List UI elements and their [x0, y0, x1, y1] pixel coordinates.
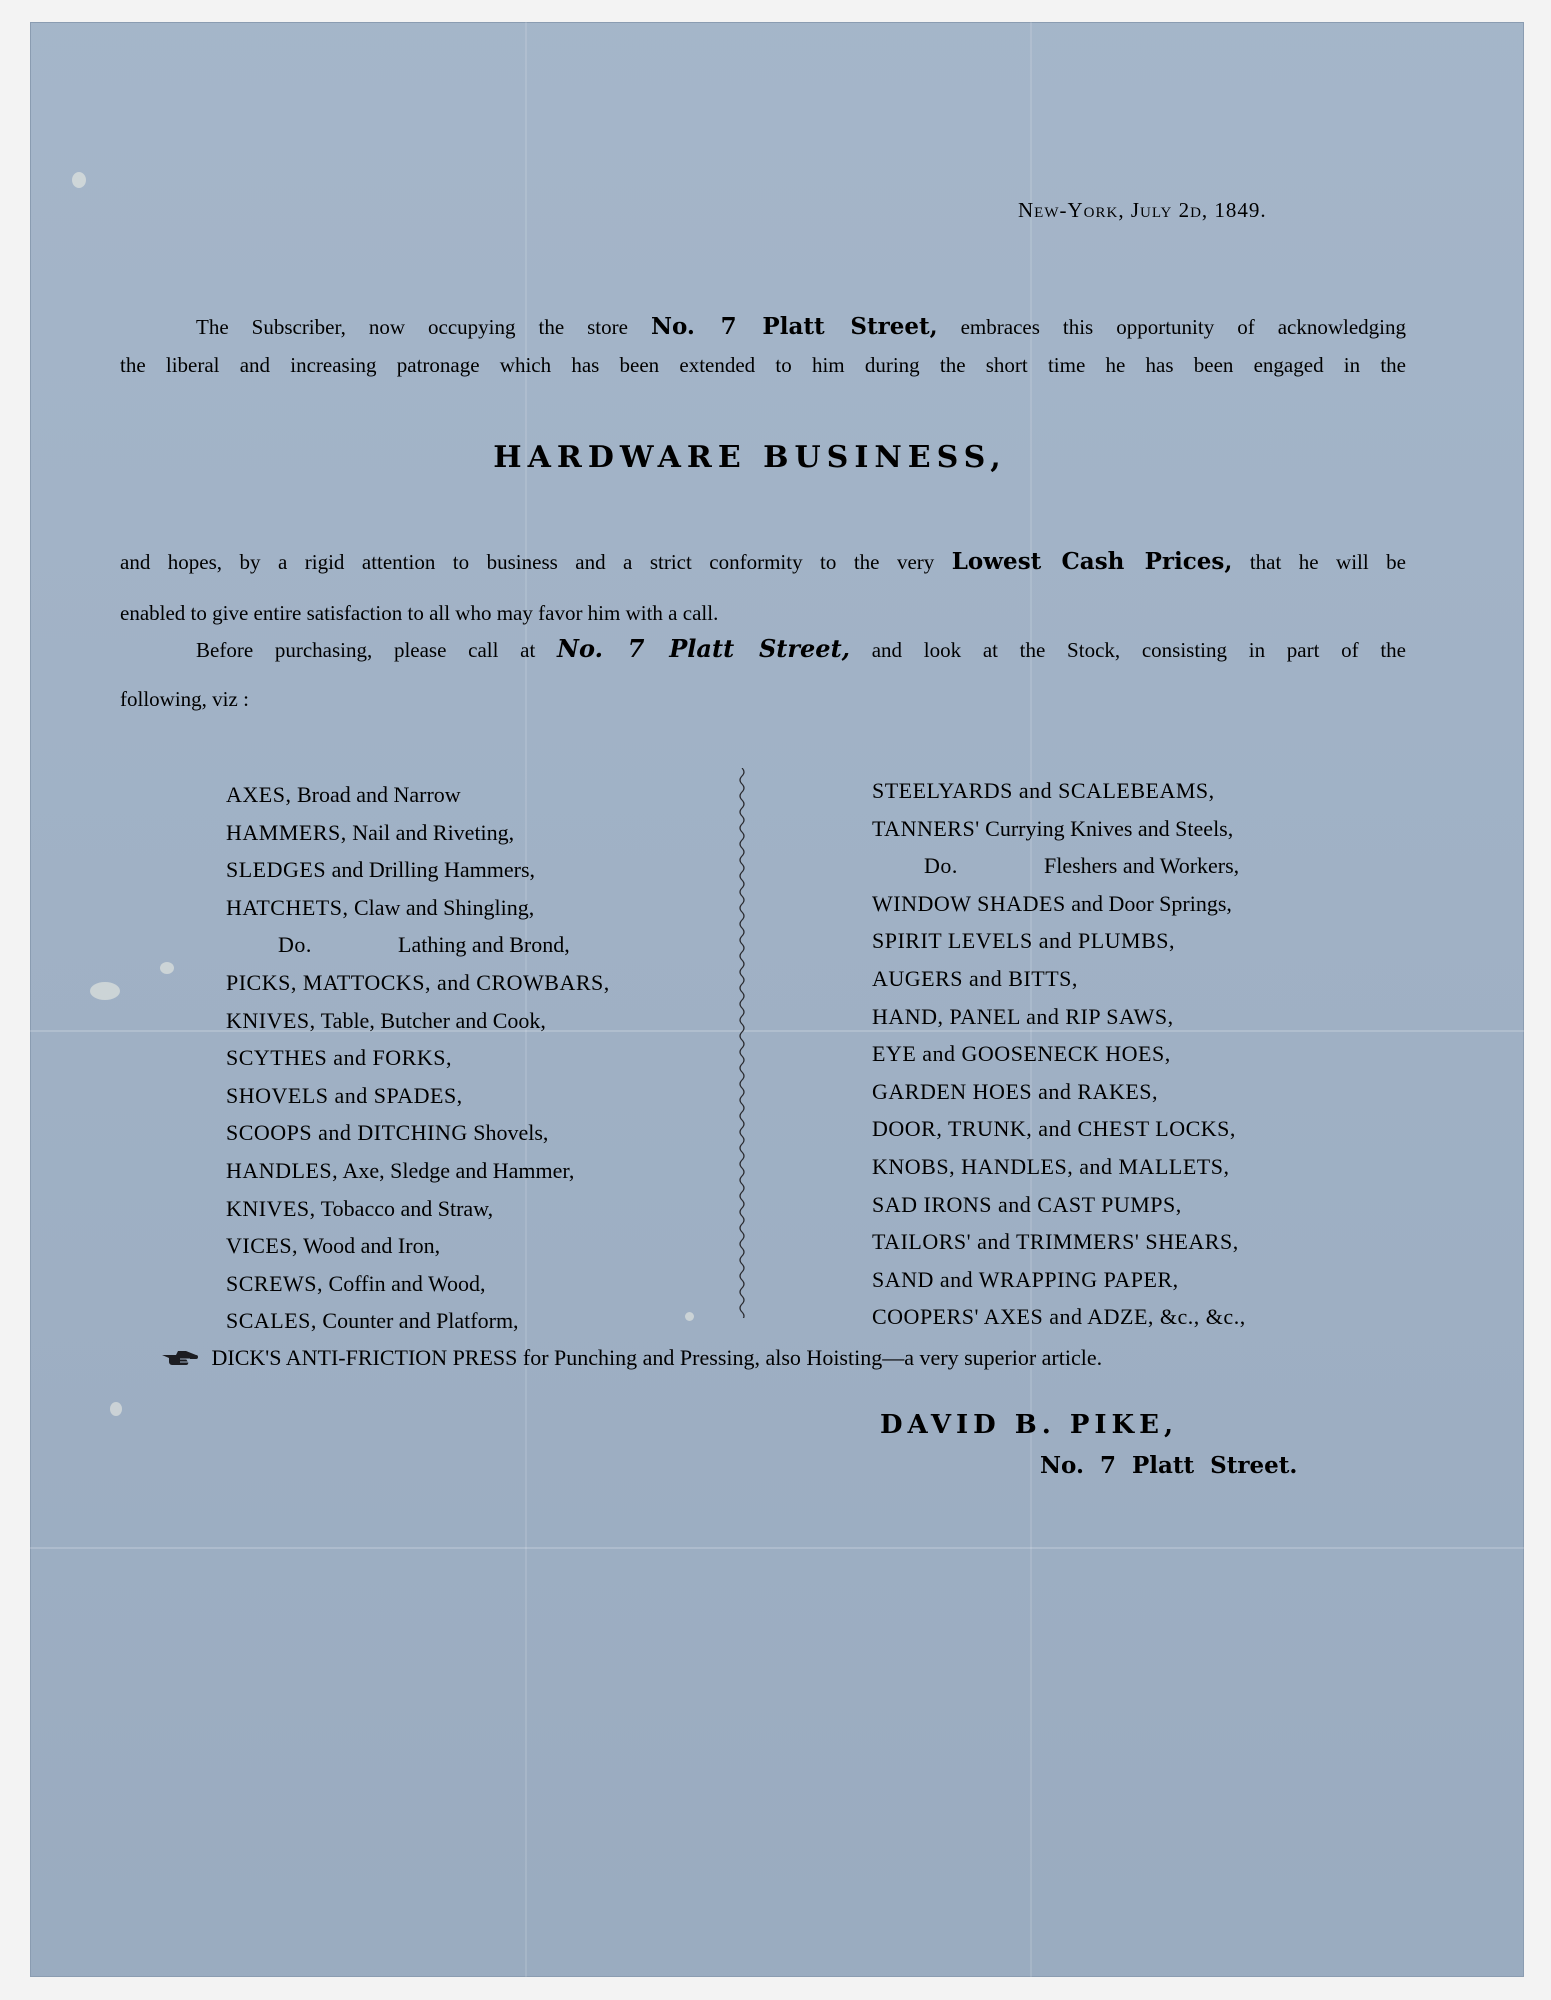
stock-item: [872, 810, 1392, 848]
stock-item: [872, 1186, 1392, 1224]
store-address-italic: No. 7 Platt Street,: [557, 634, 851, 663]
wavy-column-divider: [736, 768, 748, 1318]
stock-item-detail: Tobacco and Straw,: [315, 1195, 494, 1221]
stock-item: [872, 1073, 1392, 1111]
stock-item: [872, 1035, 1392, 1073]
stock-item-category: WINDOW SHADES: [872, 890, 1066, 916]
stock-item: [872, 1298, 1392, 1336]
stock-item-category: SCALES,: [226, 1308, 317, 1334]
store-address: No. 7 Platt Street,: [650, 313, 938, 340]
stock-item-category: EYE and GOOSENECK HOES,: [872, 1041, 1171, 1067]
hopes-line-1: [120, 545, 1406, 579]
stock-item-category: Do.: [924, 853, 958, 879]
stock-item: [872, 847, 1392, 885]
dateline: [1018, 198, 1378, 223]
business-heading: HARDWARE BUSINESS,: [493, 440, 1007, 475]
stock-item-category: KNIVES,: [226, 1007, 316, 1033]
stock-item-category: COOPERS' AXES and ADZE, &c., &c.,: [872, 1304, 1246, 1330]
fold-line: [30, 1547, 1524, 1549]
intro-text: embraces this opportunity of acknowledging: [960, 315, 1406, 339]
stock-item-category: GARDEN HOES and RAKES,: [872, 1078, 1158, 1104]
paper-spot: [110, 1402, 122, 1416]
stock-item: [872, 1110, 1392, 1148]
stock-item-detail: Counter and Platform,: [316, 1308, 519, 1334]
stock-item-category: SAND and WRAPPING PAPER,: [872, 1266, 1179, 1292]
stock-item-category: HAMMERS,: [226, 819, 347, 845]
stock-item-detail: Nail and Riveting,: [346, 819, 515, 845]
dicks-press-desc: for Punching and Pressing, also Hoisting—a very superior article.: [522, 1345, 1103, 1370]
pointing-hand-icon: [160, 1348, 198, 1368]
before-line-1: [196, 632, 1406, 667]
stock-item: [872, 998, 1392, 1036]
paper-spot: [72, 172, 86, 188]
stock-item: [872, 885, 1392, 923]
signature-address: No. 7 Platt Street.: [1040, 1452, 1298, 1479]
before-text: Before purchasing, please call at: [196, 638, 536, 662]
stock-item-category: SAD IRONS and CAST PUMPS,: [872, 1191, 1182, 1217]
lowest-cash-prices: Lowest Cash Prices,: [951, 548, 1233, 575]
stock-item-category: SLEDGES: [226, 857, 327, 883]
stock-item-category: STEELYARDS and SCALEBEAMS,: [872, 778, 1215, 803]
stock-item: [226, 926, 726, 964]
hopes-text: and hopes, by a rigid attention to business and a strict conformity to the very: [120, 550, 935, 574]
stock-item-detail: Table, Butcher and Cook,: [315, 1007, 546, 1033]
dicks-press-line: [160, 1345, 1380, 1371]
intro-line-2: the liberal and increasing patronage which has been extended to him during the short time he has been engaged in the: [120, 353, 1406, 377]
stock-item: [226, 1302, 726, 1340]
stock-item-category: TAILORS' and TRIMMERS' SHEARS,: [872, 1229, 1239, 1255]
stock-item: [226, 1114, 726, 1152]
intro-line-1: [196, 310, 1406, 344]
stock-item: [226, 1152, 726, 1190]
stock-item: [226, 1077, 726, 1115]
stock-item-detail: Shovels,: [467, 1120, 549, 1146]
stock-item: [226, 1039, 726, 1077]
paper-spot: [160, 962, 174, 974]
intro-text: The Subscriber, now occupying the store: [196, 315, 628, 339]
stock-item-category: PICKS, MATTOCKS, and CROWBARS,: [226, 969, 610, 995]
stock-item-category: VICES,: [226, 1233, 299, 1259]
stock-item-category: TANNERS': [872, 815, 980, 841]
signature-name: DAVID B. PIKE,: [880, 1410, 1179, 1440]
stock-item: [226, 1227, 726, 1265]
stock-list-left: [226, 776, 726, 1340]
stock-item-detail: and Drilling Hammers,: [326, 857, 536, 883]
stock-item: [226, 889, 726, 927]
stock-item: [872, 1223, 1392, 1261]
stock-item: [226, 964, 726, 1002]
stock-item: [226, 1265, 726, 1303]
stock-item-category: SHOVELS and SPADES,: [226, 1082, 463, 1108]
stock-item-detail: Lathing and Brond,: [398, 932, 570, 958]
hopes-line-2: enabled to give entire satisfaction to all who may favor him with a call.: [120, 601, 719, 625]
before-text: and look at the Stock, consisting in part of the: [871, 638, 1407, 662]
stock-item: [226, 1002, 726, 1040]
stock-item-detail: Currying Knives and Steels,: [979, 815, 1234, 841]
stock-item-category: KNOBS, HANDLES, and MALLETS,: [872, 1153, 1230, 1179]
dicks-press-name: DICK'S ANTI-FRICTION PRESS: [211, 1345, 518, 1370]
stock-item: [872, 960, 1392, 998]
stock-item-category: KNIVES,: [226, 1195, 316, 1221]
stock-item-category: AXES,: [226, 782, 292, 807]
stock-item-category: SPIRIT LEVELS and PLUMBS,: [872, 928, 1176, 954]
stock-item-detail: Wood and Iron,: [298, 1233, 441, 1259]
stock-item-detail: Broad and Narrow: [291, 782, 461, 807]
stock-item-category: SCYTHES and FORKS,: [226, 1045, 452, 1071]
stock-item-detail: Claw and Shingling,: [348, 894, 535, 920]
stock-item-category: DOOR, TRUNK, and CHEST LOCKS,: [872, 1116, 1236, 1142]
stock-item-category: HATCHETS,: [226, 894, 349, 920]
stock-item-detail: and Door Springs,: [1065, 890, 1232, 916]
stock-item-category: HANDLES,: [226, 1157, 339, 1183]
stock-item-category: SCREWS,: [226, 1270, 324, 1296]
dateline-date: July 2d, 1849.: [1130, 198, 1267, 222]
stock-item-category: HAND, PANEL and RIP SAWS,: [872, 1003, 1174, 1029]
stock-item: [872, 1261, 1392, 1299]
stock-item: [226, 851, 726, 889]
stock-item: [226, 776, 726, 814]
hopes-text: that he will be: [1249, 550, 1407, 574]
stock-item-detail: Fleshers and Workers,: [1044, 853, 1240, 879]
paper-spot: [90, 982, 120, 1000]
dateline-city: New-York,: [1018, 198, 1125, 222]
stock-item-category: SCOOPS and DITCHING: [226, 1120, 468, 1146]
stock-item: [226, 814, 726, 852]
stock-item-detail: Axe, Sledge and Hammer,: [338, 1157, 575, 1183]
before-line-2: following, viz :: [120, 687, 249, 711]
stock-item: [226, 1190, 726, 1228]
stock-item-category: AUGERS and BITTS,: [872, 965, 1078, 991]
stock-item: [872, 922, 1392, 960]
stock-list-right: [872, 772, 1392, 1336]
stock-item: [872, 772, 1392, 810]
stock-item: [872, 1148, 1392, 1186]
stock-item-detail: Coffin and Wood,: [323, 1270, 486, 1296]
stock-item-category: Do.: [278, 932, 312, 958]
